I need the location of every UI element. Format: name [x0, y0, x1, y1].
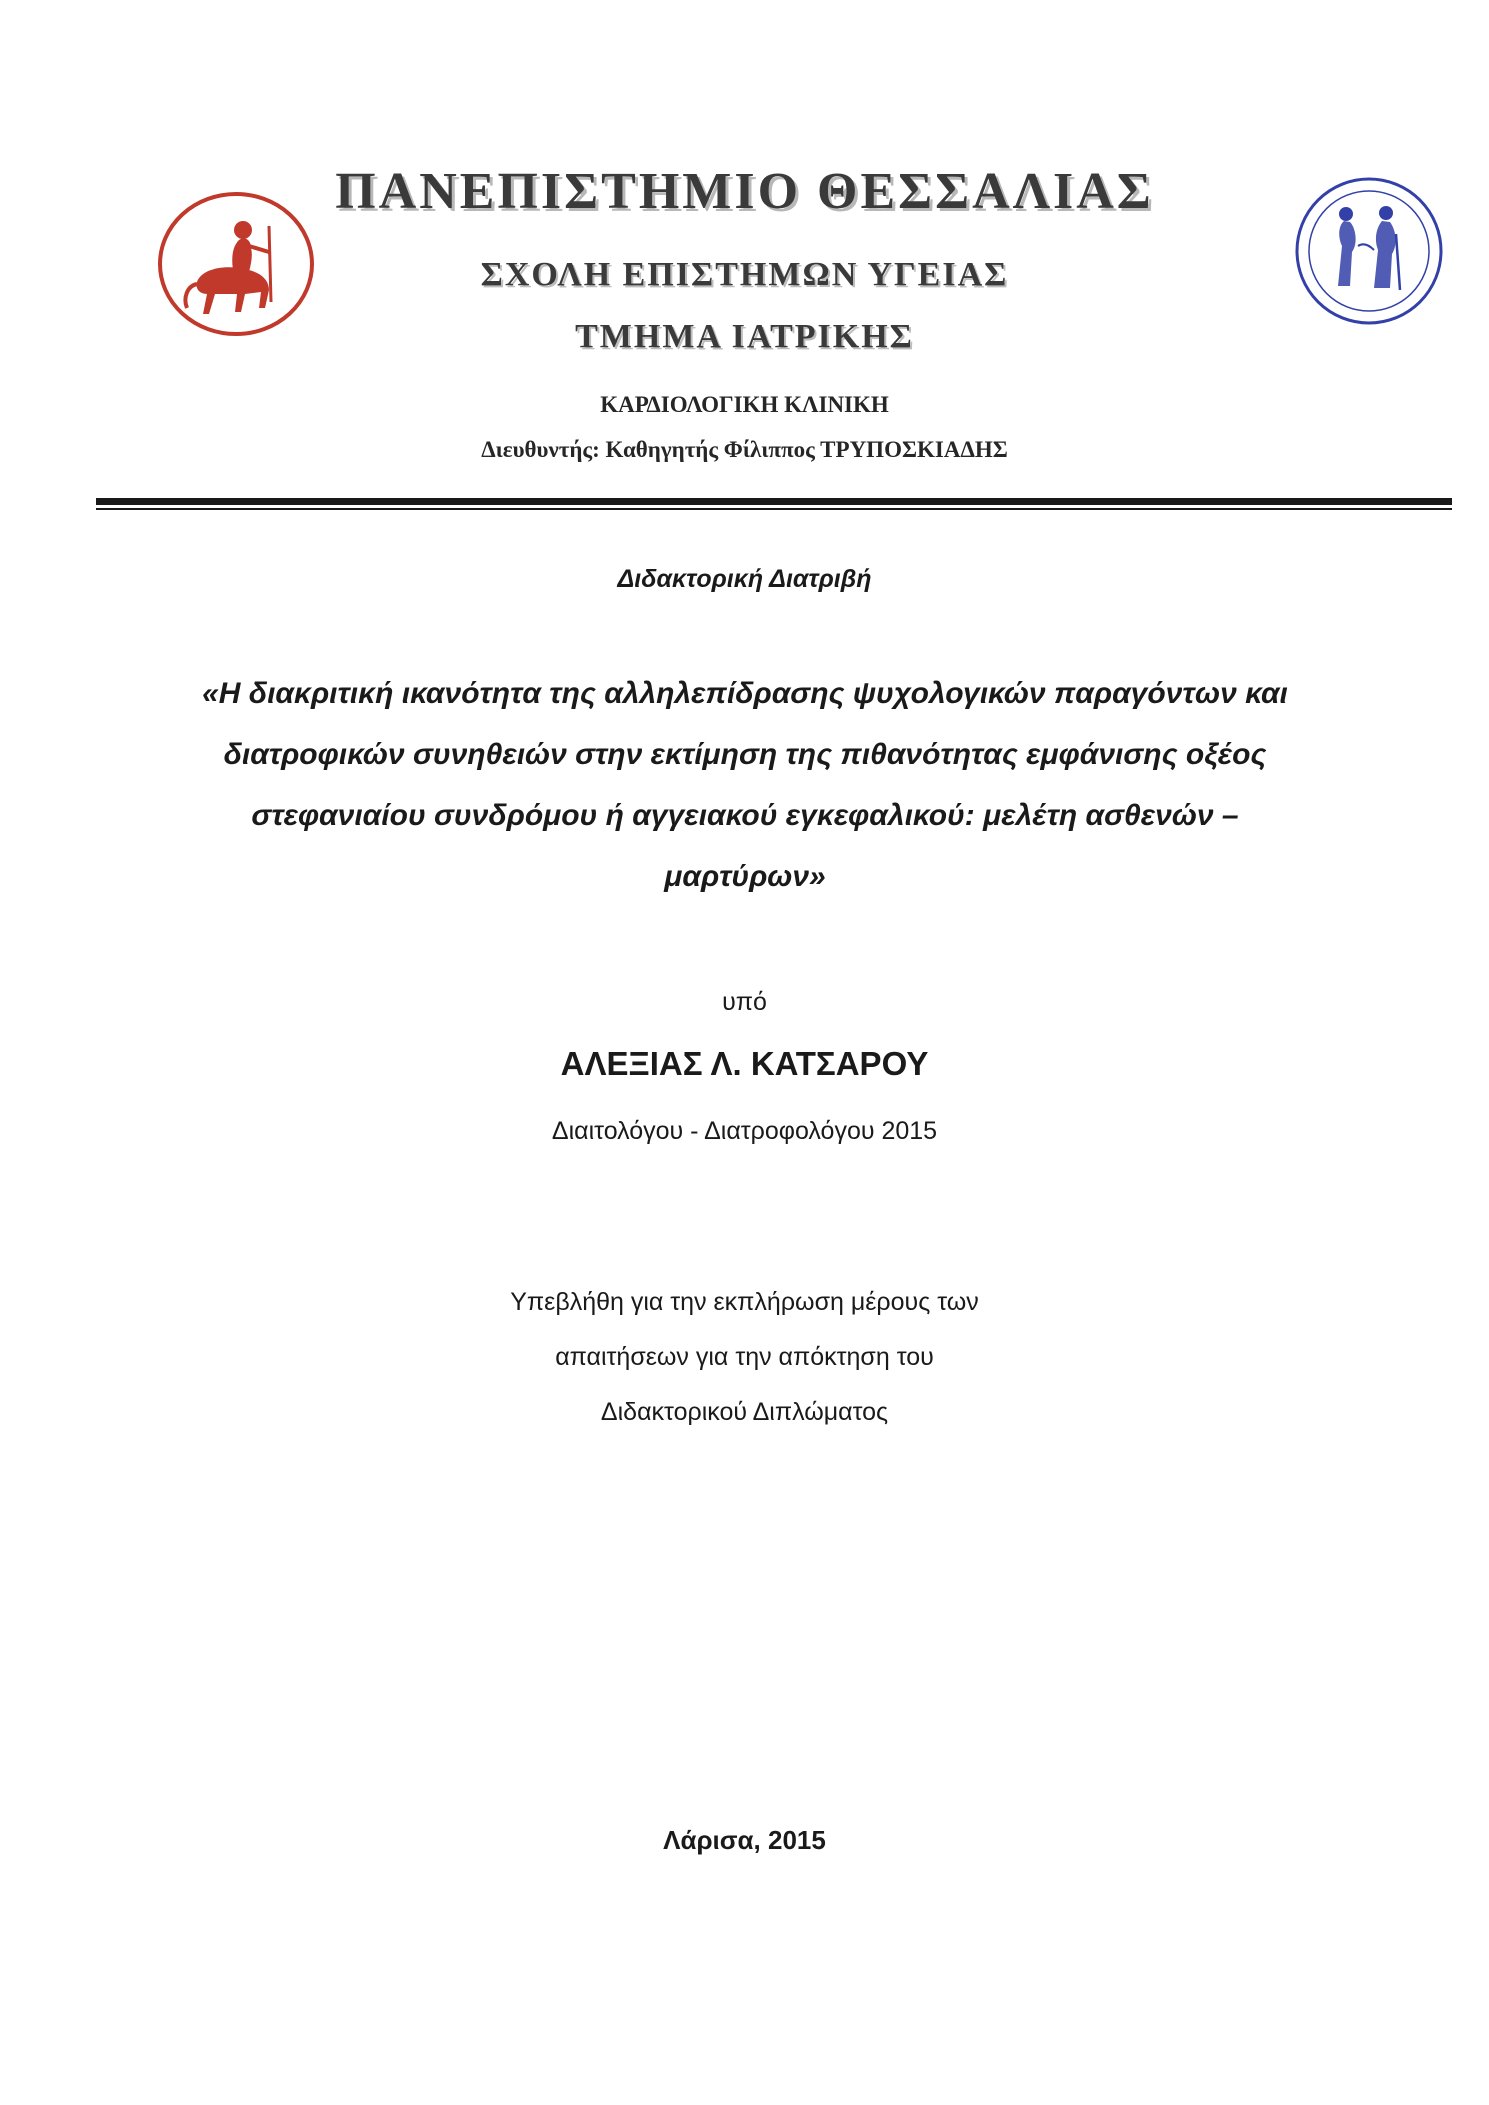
submission-line: Υπεβλήθη για την εκπλήρωση μέρους των — [510, 1288, 979, 1316]
clinic-name: ΚΑΡΔΙΟΛΟΓΙΚΗ ΚΛΙΝΙΚΗ — [600, 392, 889, 417]
thesis-title-line: «Η διακριτική ικανότητα της αλληλεπίδρασης ψυχολογικών παραγόντων και — [202, 677, 1288, 710]
header-divider — [96, 498, 1452, 505]
thesis-title-line: διατροφικών συνηθειών στην εκτίμηση της πιθανότητας εμφάνισης οξέος — [223, 738, 1267, 771]
director-line: Διευθυντής: Καθηγητής Φίλιππος ΤΡΥΠΟΣΚΙΑΔΗΣ — [481, 437, 1008, 462]
place-date: Λάρισα, 2015 — [663, 1825, 826, 1855]
author-title: Διαιτολόγου - Διατροφολόγου 2015 — [551, 1117, 938, 1145]
header-divider-thin — [96, 508, 1452, 510]
thesis-title-line: στεφανιαίου συνδρόμου ή αγγειακού εγκεφαλικού: μελέτη ασθενών – — [251, 799, 1239, 832]
by-label: υπό — [722, 988, 767, 1016]
thesis-title-line: μαρτύρων» — [664, 860, 826, 893]
submission-statement — [0, 1275, 1489, 1440]
university-name: ΠΑΝΕΠΙΣΤΗΜΙΟ ΘΕΣΣΑΛΙΑΣ — [335, 163, 1154, 220]
author-name: ΑΛΕΞΙΑΣ Λ. ΚΑΤΣΑΡΟΥ — [560, 1045, 929, 1082]
department-name: ΤΜΗΜΑ ΙΑΤΡΙΚΗΣ — [575, 318, 914, 355]
thesis-title — [190, 663, 1300, 907]
school-name: ΣΧΟΛΗ ΕΠΙΣΤΗΜΩΝ ΥΓΕΙΑΣ — [480, 256, 1009, 293]
submission-line: Διδακτορικού Διπλώματος — [600, 1398, 889, 1426]
submission-line: απαιτήσεων για την απόκτηση του — [555, 1343, 934, 1371]
document-type: Διδακτορική Διατριβή — [617, 565, 872, 593]
